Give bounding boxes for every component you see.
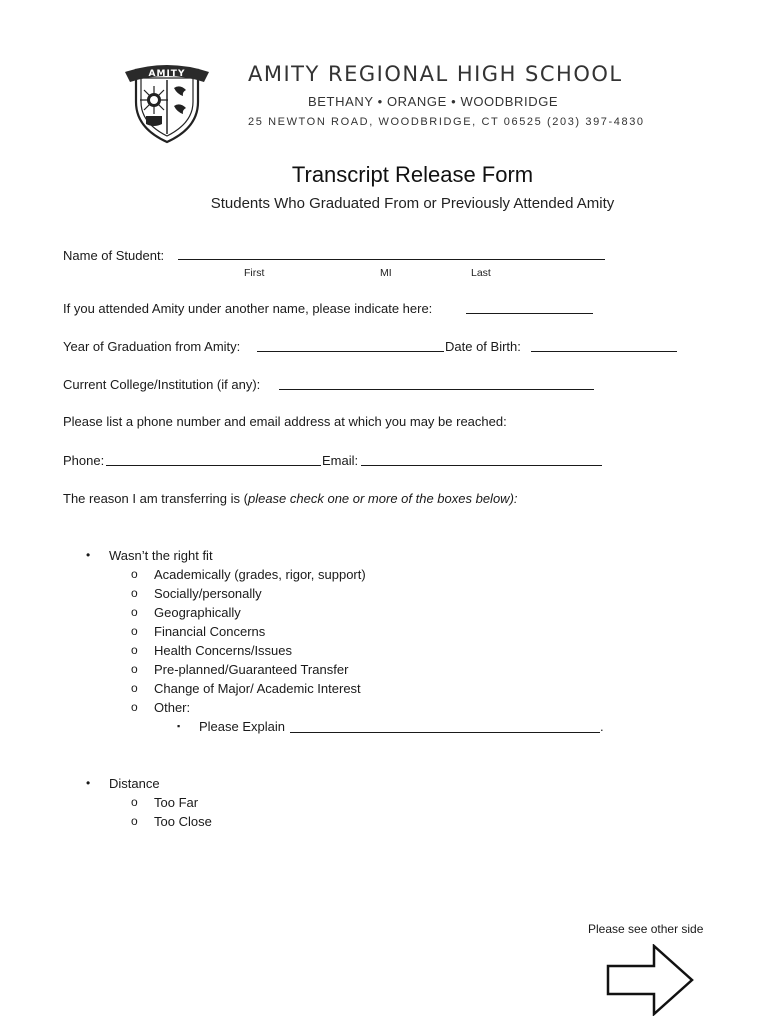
school-towns: BETHANY • ORANGE • WOODBRIDGE xyxy=(308,94,559,109)
crest-text: AMITY xyxy=(148,69,186,79)
name-label: Name of Student: xyxy=(63,248,165,263)
bullet-icon: • xyxy=(86,548,91,562)
checkbox-circle-icon[interactable]: o xyxy=(131,624,138,638)
checkbox-circle-icon[interactable]: o xyxy=(131,662,138,676)
reason-prompt xyxy=(63,491,518,506)
form-title: Transcript Release Form xyxy=(291,162,534,187)
name-last-label: Last xyxy=(471,267,491,279)
college-label: Current College/Institution (if any): xyxy=(63,377,261,392)
graduation-label: Year of Graduation from Amity: xyxy=(63,339,241,354)
reason-fit-item: Pre-planned/Guaranteed Transfer xyxy=(154,662,349,677)
reason-fit-item: Geographically xyxy=(154,605,241,620)
reason-fit-item: Health Concerns/Issues xyxy=(154,643,293,658)
reason-prefix: The reason I am transferring is ( xyxy=(63,491,248,506)
school-name: AMITY REGIONAL HIGH SCHOOL xyxy=(248,62,623,86)
checkbox-circle-icon[interactable]: o xyxy=(131,586,138,600)
reason-fit-item: Socially/personally xyxy=(154,586,262,601)
other-name-field[interactable] xyxy=(466,313,593,314)
dob-field[interactable] xyxy=(531,351,677,352)
college-field[interactable] xyxy=(279,389,594,390)
checkbox-circle-icon[interactable]: o xyxy=(131,605,138,619)
amity-crest-logo xyxy=(122,56,212,144)
email-field[interactable] xyxy=(361,465,602,466)
checkbox-circle-icon[interactable]: o xyxy=(131,567,138,581)
checkbox-circle-icon[interactable]: o xyxy=(131,681,138,695)
square-bullet-icon: ▪ xyxy=(177,721,181,731)
form-subtitle: Students Who Graduated From or Previously Attended Amity xyxy=(210,195,615,212)
name-mi-label: MI xyxy=(380,267,392,279)
reason-fit-item: Other: xyxy=(154,700,191,715)
explain-end: . xyxy=(600,719,604,734)
reason-instruction: please check one or more of the boxes below): xyxy=(247,491,518,506)
bullet-icon: • xyxy=(86,776,91,790)
reason-fit-item: Financial Concerns xyxy=(154,624,266,639)
checkbox-circle-icon[interactable]: o xyxy=(131,700,138,714)
reason-fit-item: Academically (grades, rigor, support) xyxy=(154,567,366,582)
phone-label: Phone: xyxy=(63,453,105,468)
reason-fit-item: Change of Major/ Academic Interest xyxy=(154,681,361,696)
email-label: Email: xyxy=(322,453,359,468)
reason-fit-heading: Wasn’t the right fit xyxy=(109,548,213,563)
checkbox-circle-icon[interactable]: o xyxy=(131,795,138,809)
graduation-field[interactable] xyxy=(257,351,444,352)
school-address: 25 NEWTON ROAD, WOODBRIDGE, CT 06525 (203) 397-4830 xyxy=(248,116,645,128)
contact-prompt: Please list a phone number and email address at which you may be reached: xyxy=(63,414,507,429)
reason-distance-item: Too Far xyxy=(154,795,199,810)
checkbox-circle-icon[interactable]: o xyxy=(131,643,138,657)
explain-field[interactable] xyxy=(290,732,600,733)
name-first-label: First xyxy=(244,267,265,279)
reason-distance-heading: Distance xyxy=(109,776,160,791)
phone-field[interactable] xyxy=(106,465,321,466)
see-other-side-note: Please see other side xyxy=(588,922,704,936)
explain-label: Please Explain xyxy=(199,719,285,734)
reason-distance-item: Too Close xyxy=(154,814,212,829)
name-field[interactable] xyxy=(178,259,605,260)
right-arrow-icon xyxy=(606,944,696,1016)
other-name-label: If you attended Amity under another name, please indicate here: xyxy=(63,301,433,316)
checkbox-circle-icon[interactable]: o xyxy=(131,814,138,828)
dob-label: Date of Birth: xyxy=(445,339,521,354)
